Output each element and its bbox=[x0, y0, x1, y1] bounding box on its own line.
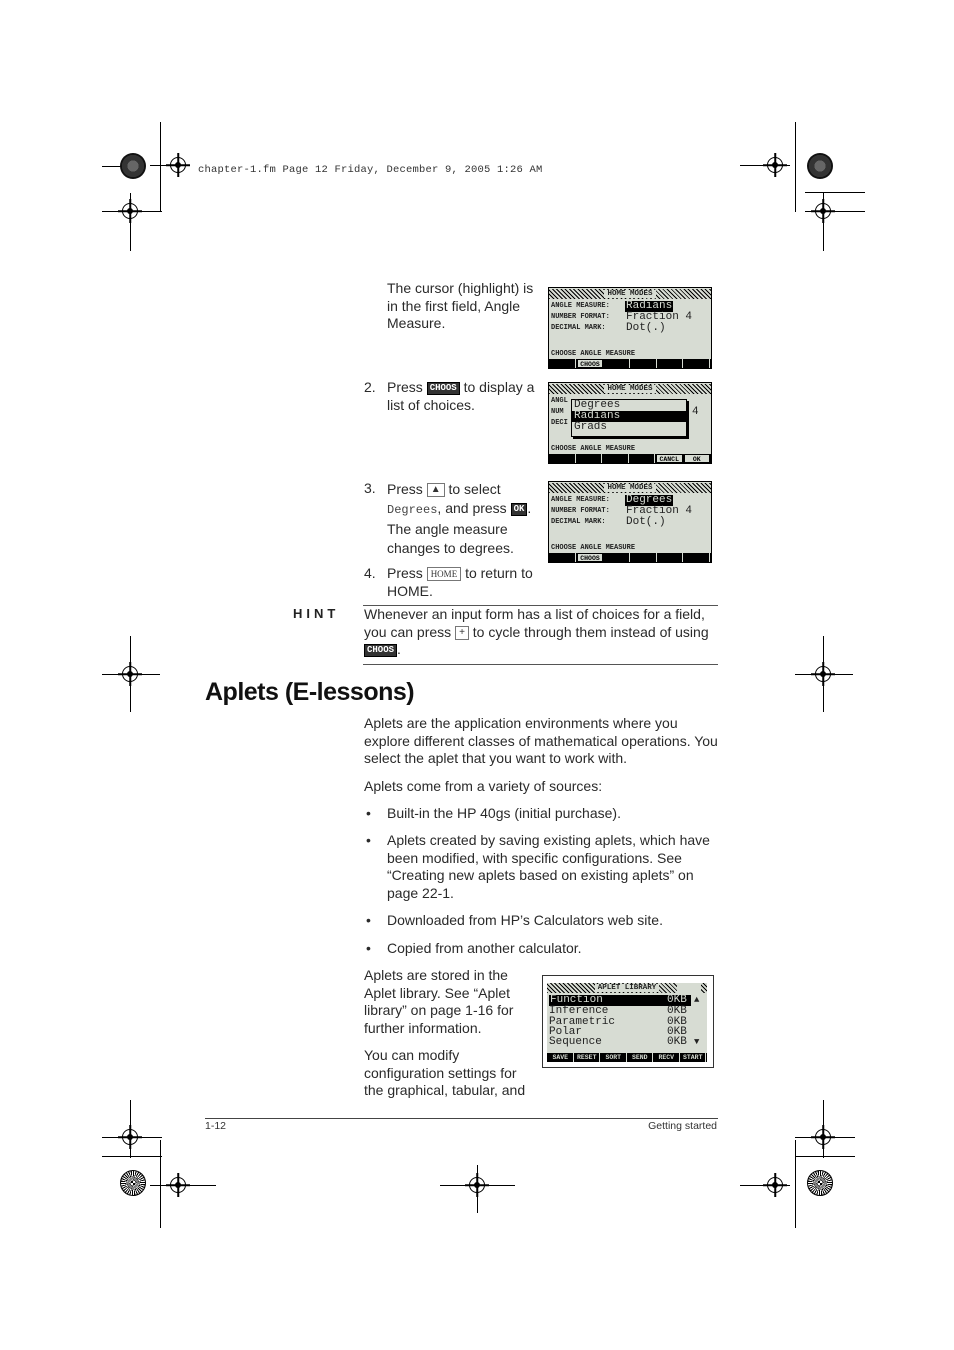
list-item: Copied from another calculator. bbox=[387, 940, 582, 956]
section-para-1: Aplets are the application environments where you explore different classes of mathematical operations. You select the aplet that you want to work with. bbox=[364, 715, 718, 767]
step-4-text: Press HOME to return to HOME. bbox=[387, 565, 533, 599]
scroll-up-icon: ▲ bbox=[694, 995, 700, 1005]
section-title: Aplets (E-lessons) bbox=[205, 678, 415, 706]
hint-text: Whenever an input form has a list of choices for a field, you can press + to cycle through them instead of using CHOOS . bbox=[364, 606, 709, 658]
bullet-icon: • bbox=[366, 912, 371, 928]
scroll-down-icon: ▼ bbox=[694, 1037, 700, 1047]
calculator-screen-degrees: HOME MODES ANGLE MEASURE: Degrees NUMBER FORMAT: Fraction 4 DECIMAL MARK: Dot(.) CHOOSE ANGLE MEASURE CHOOS bbox=[548, 481, 712, 563]
list-item: Built-in the HP 40gs (initial purchase). bbox=[387, 805, 621, 821]
home-key-icon: HOME bbox=[427, 567, 462, 581]
list-item: Downloaded from HP’s Calculators web site. bbox=[387, 912, 663, 928]
step-number: 2. bbox=[364, 379, 376, 395]
footer-rule bbox=[205, 1118, 718, 1119]
registration-target-icon bbox=[120, 1170, 146, 1196]
file-header-line: chapter-1.fm Page 12 Friday, December 9, 2005 1:26 AM bbox=[198, 164, 543, 176]
registration-cross-icon bbox=[469, 1177, 485, 1193]
registration-target-icon bbox=[120, 153, 146, 179]
bullet-icon: • bbox=[366, 832, 371, 848]
list-item: Aplets created by saving existing aplets, which have been modified, with specific configurations. See “Creating new aplets based on existing aplets” on page 22-1. bbox=[387, 832, 710, 901]
calculator-screen-home-modes: HOME MODES ANGLE MEASURE: Radians NUMBER FORMAT: Fraction 4 DECIMAL MARK: Dot(.) CHOOSE ANGLE MEASURE CHOOS bbox=[548, 287, 712, 369]
registration-cross-icon bbox=[122, 203, 138, 219]
section-para-2: Aplets come from a variety of sources: bbox=[364, 778, 603, 794]
bullet-icon: • bbox=[366, 940, 371, 956]
choos-key-icon: CHOOS bbox=[427, 382, 460, 395]
calculator-screen-choices: HOME MODES ANGL NUM DECI 4 Degrees Radians Grads CHOOSE ANGLE MEASURE CANCL OK bbox=[548, 382, 712, 464]
registration-cross-icon bbox=[122, 1129, 138, 1145]
calculator-screen-aplet-library: APLET LIBRARY 197K Function 0KB ▲ Inference 0KB Parametric 0KB Polar 0KB Sequence 0KB ▼ SAVE RESET SORT SEND RECV START bbox=[547, 983, 707, 1062]
registration-cross-icon bbox=[122, 666, 138, 682]
page-number: 1-12 bbox=[205, 1120, 227, 1132]
up-arrow-key-icon: ▲ bbox=[427, 483, 445, 497]
registration-target-icon bbox=[807, 1170, 833, 1196]
registration-target-icon bbox=[807, 153, 833, 179]
hint-label: HINT bbox=[293, 606, 340, 621]
step-2-text: Press CHOOS to display a list of choices. bbox=[387, 379, 535, 413]
bullet-icon: • bbox=[366, 805, 371, 821]
registration-cross-icon bbox=[815, 1129, 831, 1145]
step-number: 4. bbox=[364, 565, 376, 581]
intro-text: The cursor (highlight) is in the first field, Angle Measure. bbox=[387, 280, 534, 332]
choos-key-icon: CHOOS bbox=[364, 644, 397, 657]
registration-cross-icon bbox=[815, 203, 831, 219]
section-para-3: Aplets are stored in the Aplet library. See “Aplet library” on page 1-16 for further information. bbox=[364, 967, 514, 1036]
choices-popup: Degrees Radians Grads bbox=[571, 399, 687, 437]
registration-cross-icon bbox=[815, 666, 831, 682]
plus-key-icon: + bbox=[455, 626, 469, 640]
ok-key-icon: OK bbox=[511, 503, 528, 516]
chapter-name: Getting started bbox=[648, 1120, 717, 1132]
hint-bottom-rule bbox=[363, 664, 718, 665]
section-para-4: You can modify configuration settings for the graphical, tabular, and bbox=[364, 1047, 526, 1099]
step-number: 3. bbox=[364, 480, 376, 496]
step-3-text: Press ▲ to select Degrees, and press OK . The angle measure changes to degrees. bbox=[387, 481, 532, 556]
